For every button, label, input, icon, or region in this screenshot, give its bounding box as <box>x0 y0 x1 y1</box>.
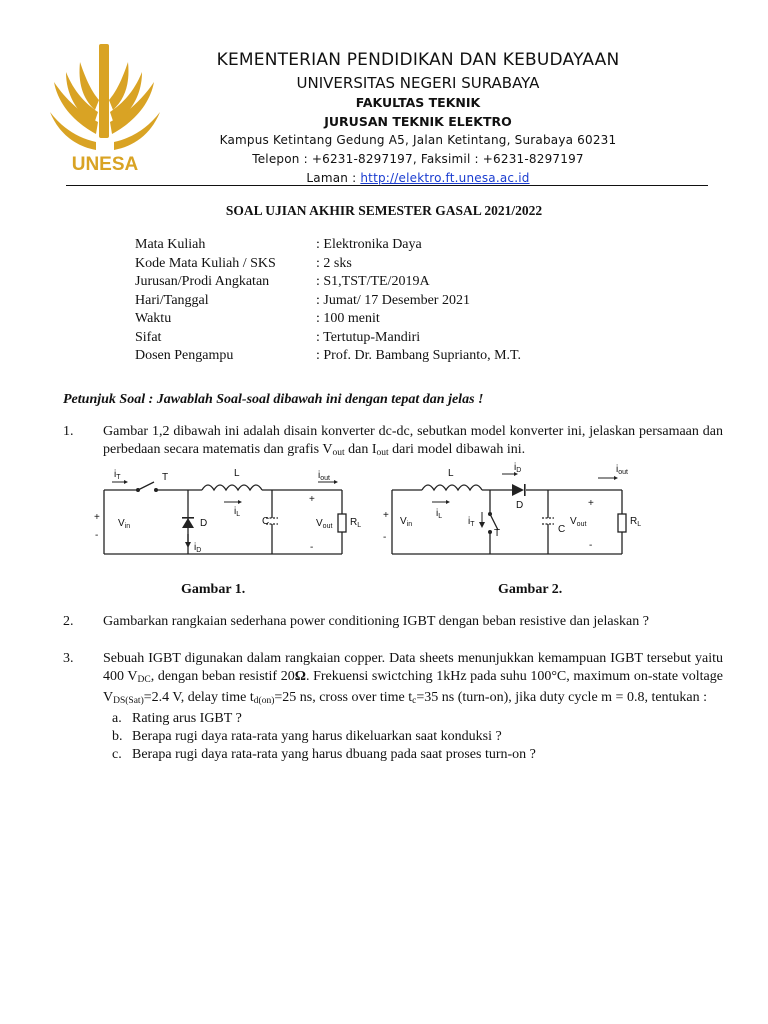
svg-text:C: C <box>558 524 566 535</box>
svg-text:T: T <box>162 472 169 483</box>
unesa-logo <box>44 42 166 176</box>
question-2: 2. Gambarkan rangkaian sederhana power conditioning IGBT dengan beban resistive dan jelaskan ? <box>63 614 649 629</box>
svg-text:-: - <box>589 540 593 551</box>
exam-title: SOAL UJIAN AKHIR SEMESTER GASAL 2021/2022 <box>225 203 543 218</box>
svg-text:D: D <box>516 500 524 511</box>
question-1: 1. Gambar 1,2 dibawah ini adalah disain konverter dc-dc, sebutkan model konverter ini, jelaskan persamaan dan perbedaan secara matematis dan grafis $V_{out}$ dan $I_{out}$ dari model dibawah ini. <box>63 424 723 458</box>
website-link[interactable]: http://elektro.ft.unesa.ac.id <box>360 171 530 185</box>
svg-text:iT: $i_T$ <box>114 469 121 481</box>
figure-2-circuit <box>378 460 648 570</box>
letterhead <box>0 0 768 192</box>
svg-text:T: T <box>494 528 501 539</box>
svg-text:iD: $i_D$ <box>194 542 202 554</box>
svg-text:iL: $i_L$ <box>234 506 241 518</box>
header-divider <box>66 185 708 186</box>
svg-text:iT: $i_T$ <box>468 516 475 528</box>
svg-text:L: L <box>234 468 240 479</box>
svg-text:L: L <box>448 468 454 479</box>
svg-text:-: - <box>95 530 99 541</box>
phone: Telepon : +6231-8297197, Faksimil : +6231-8297197 <box>252 152 584 166</box>
svg-text:iL: $i_L$ <box>436 508 443 520</box>
figure-1-circuit <box>90 462 370 572</box>
website-line: Laman : http://elektro.ft.unesa.ac.id <box>306 171 530 185</box>
svg-text:iD: $i_D$ <box>514 462 522 474</box>
svg-text:+: + <box>383 510 389 521</box>
svg-text:Vin: $V_{in}$ <box>118 518 131 530</box>
svg-text:C: C <box>262 516 270 527</box>
svg-text:D: D <box>200 518 208 529</box>
svg-text:Vout: $V_{out}$ <box>570 516 587 528</box>
svg-text:-: - <box>383 532 387 543</box>
svg-text:RL: $R_L$ <box>350 517 362 529</box>
question-3: 3. Sebuah IGBT digunakan dalam rangkaian copper. Data sheets menunjukkan kemampuan IGBT tersebut yaitu 400 $V_{DC}$, dengan beban resistif 20Ω. Frekuensi swictching 1kHz pada suhu 100°C, maximum on-state voltage $V_{DS(Sat)}=2.4$ V, delay time $t_{d(on)}=25$ ns, cross over time $t_c=35$ ns (turn-on), jika duty cycle m = 0.8, tentukan : a. Rating arus IGBT ? b. Berapa rugi daya rata-rata yang harus dikeluarkan saat konduksi ? c. Berapa rugi daya rata-rata yang harus dbuang pada saat proses turn-on ? <box>63 651 723 762</box>
department-name: JURUSAN TEKNIK ELEKTRO <box>324 114 512 129</box>
svg-text:+: + <box>94 512 100 523</box>
svg-text:iout: $i_{out}$ <box>318 470 330 482</box>
question-3a: a. Rating arus IGBT ? <box>112 711 242 726</box>
exam-info: Mata Kuliah : Elektronika Daya Kode Mata Kuliah / SKS : 2 sks Jurusan/Prodi Angkatan : S1,TST/TE/2019A Hari/Tanggal : Jumat/ 17 Desember 2021 Waktu : 100 menit Sifat : Tertutup-Mandiri Dosen Pengampu : Prof. Dr. Bambang Suprianto, M.T. <box>135 237 522 363</box>
question-3b: b. Berapa rugi daya rata-rata yang harus dikeluarkan saat konduksi ? <box>112 729 502 744</box>
svg-text:iout: $i_{out}$ <box>616 464 628 476</box>
instruction: Petunjuk Soal : Jawablah Soal-soal dibawah ini dengan tepat dan jelas ! <box>63 392 484 407</box>
figure-1-caption: Gambar 1. <box>181 582 246 597</box>
svg-text:UNESA: UNESA <box>71 154 139 175</box>
svg-text:RL: $R_L$ <box>630 516 642 528</box>
figure-2-caption: Gambar 2. <box>498 582 563 597</box>
svg-text:+: + <box>588 498 594 509</box>
question-3c: c. Berapa rugi daya rata-rata yang harus dbuang pada saat proses turn-on ? <box>112 747 536 762</box>
ministry-name: KEMENTERIAN PENDIDIKAN DAN KEBUDAYAAN <box>216 50 620 70</box>
svg-text:Vout: $V_{out}$ <box>316 518 333 530</box>
faculty-name: FAKULTAS TEKNIK <box>355 95 481 110</box>
svg-text:+: + <box>309 494 315 505</box>
address: Kampus Ketintang Gedung A5, Jalan Ketintang, Surabaya 60231 <box>219 133 617 147</box>
svg-text:Vin: $V_{in}$ <box>400 516 413 528</box>
svg-text:-: - <box>310 542 314 553</box>
university-name: UNIVERSITAS NEGERI SURABAYA <box>296 74 540 92</box>
